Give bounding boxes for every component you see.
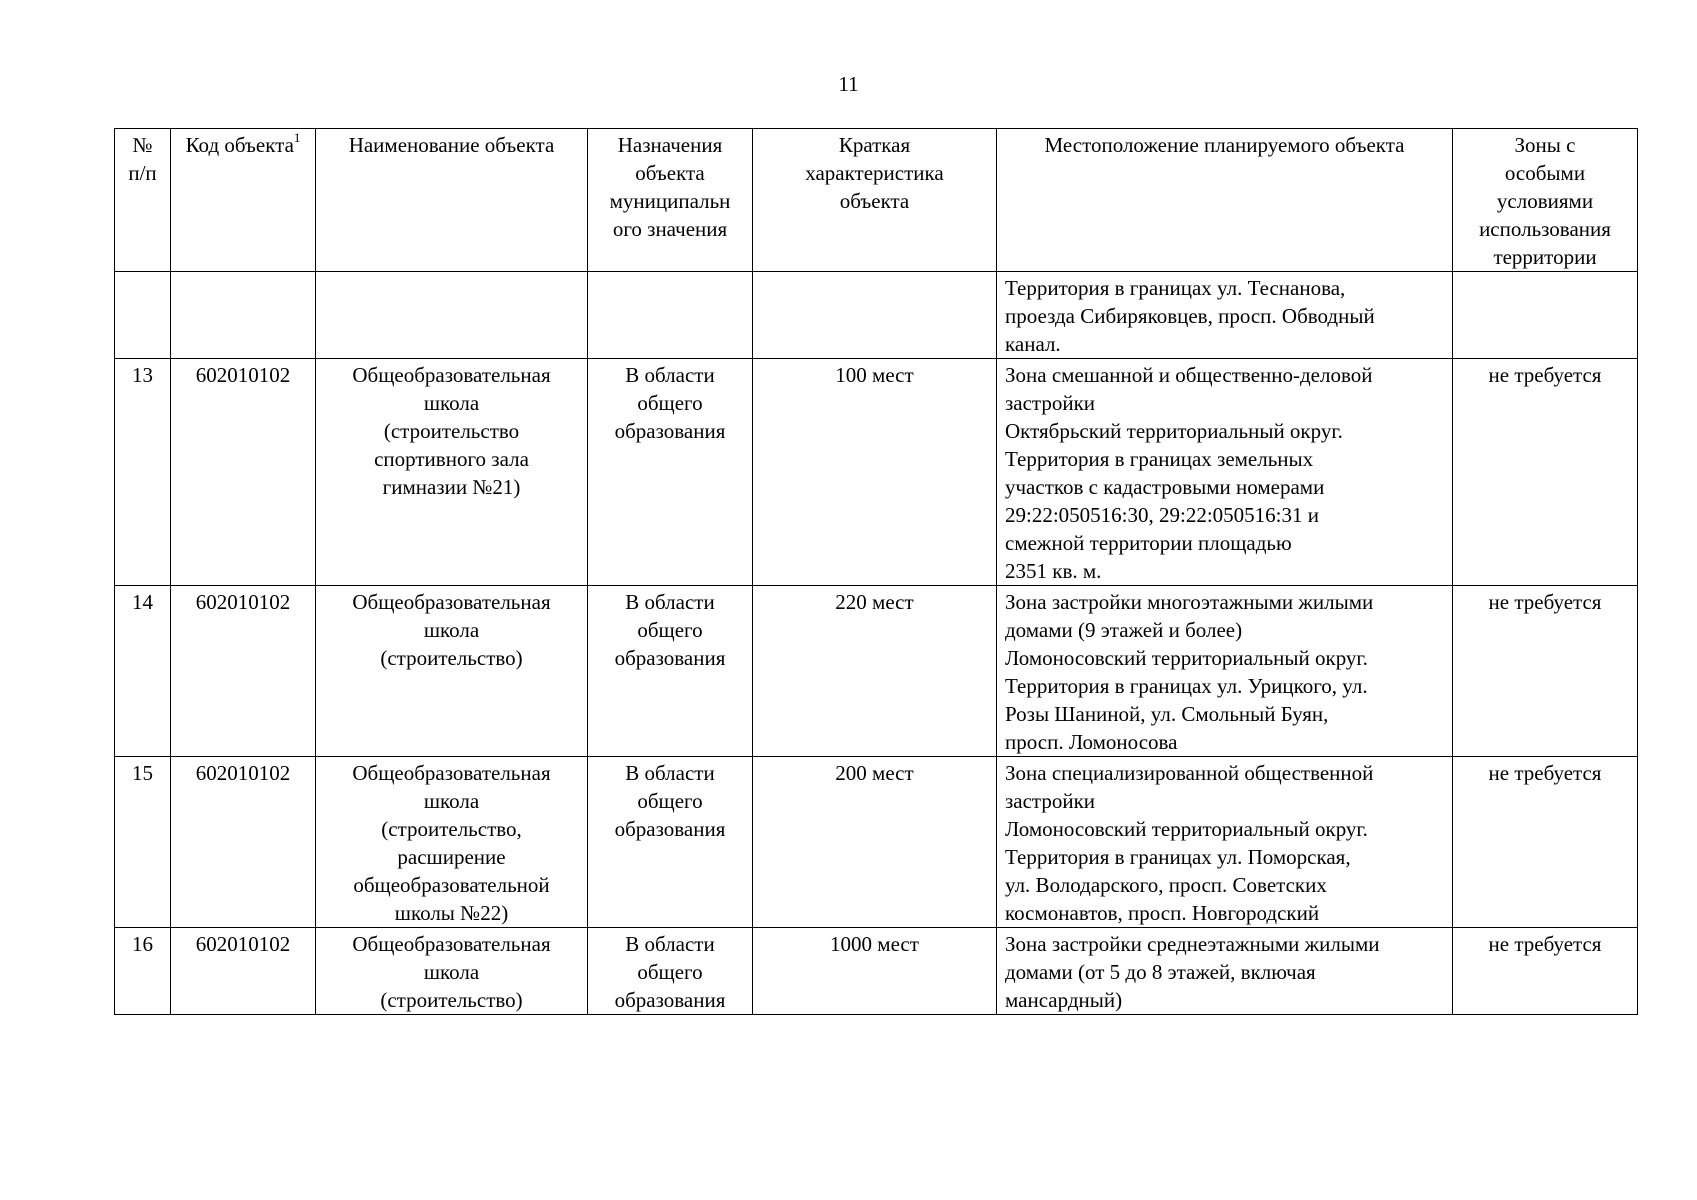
location-line: Ломоносовский территориальный округ. [1005,646,1368,670]
name-line: общеобразовательной [353,873,550,897]
name-line: (строительство, [381,817,522,841]
header-characteristic [753,129,997,272]
table-row [115,359,1638,586]
name-line: школы №22) [394,901,509,925]
header-zones-line: использования [1479,217,1611,241]
cell-number: 16 [115,928,171,1015]
name-line: школа [423,391,480,415]
cell-characteristic [753,272,997,359]
header-object-code [171,129,316,272]
cell-name [316,586,588,757]
header-purpose-line: муниципальн [609,189,731,213]
header-object-name [316,129,588,272]
header-location [997,129,1453,272]
name-line: школа [423,960,480,984]
cell-name [316,757,588,928]
name-line: (строительство) [380,988,523,1012]
table-row [115,928,1638,1015]
cell-characteristic: 200 мест [753,757,997,928]
location-line: застройки [1005,391,1096,415]
name-line: школа [423,789,480,813]
location-line: просп. Ломоносова [1005,730,1178,754]
location-line: 29:22:050516:30, 29:22:050516:31 и [1005,503,1319,527]
cell-number: 15 [115,757,171,928]
purpose-line: общего [637,789,703,813]
purpose-line: общего [637,618,703,642]
footnote-marker: 1 [293,130,301,145]
purpose-line: образования [614,988,726,1012]
location-line: 2351 кв. м. [1005,559,1102,583]
header-zones-line: территории [1493,245,1597,269]
name-line: (строительство [383,419,520,443]
header-zones-line: условиями [1496,189,1594,213]
location-line: проезда Сибиряковцев, просп. Обводный [1005,304,1375,328]
location-line: Территория в границах ул. Урицкого, ул. [1005,674,1368,698]
location-line: Розы Шаниной, ул. Смольный Буян, [1005,702,1329,726]
location-line: участков с кадастровыми номерами [1005,475,1325,499]
cell-location [997,586,1453,757]
cell-number: 14 [115,586,171,757]
cell-characteristic: 100 мест [753,359,997,586]
continuation-row [115,272,1638,359]
purpose-line: образования [614,646,726,670]
cell-code: 602010102 [171,928,316,1015]
purpose-line: образования [614,419,726,443]
name-line: гимназии №21) [382,475,521,499]
header-object-code-label: Код объекта [185,133,294,157]
purpose-line: В области [625,590,715,614]
location-line: космонавтов, просп. Новгородский [1005,901,1320,925]
cell-code [171,272,316,359]
planned-objects-table [114,128,1638,1015]
header-characteristic-line: объекта [839,189,910,213]
cell-characteristic: 1000 мест [753,928,997,1015]
name-line: школа [423,618,480,642]
header-zones-line: Зоны с [1514,133,1576,157]
header-purpose-line: ого значения [612,217,728,241]
cell-code: 602010102 [171,757,316,928]
header-purpose-line: Назначения [617,133,723,157]
cell-number: 13 [115,359,171,586]
cell-purpose [588,359,753,586]
location-line: застройки [1005,789,1096,813]
location-line: Ломоносовский территориальный округ. [1005,817,1368,841]
table-row [115,757,1638,928]
cell-zones: не требуется [1453,586,1638,757]
cell-name [316,272,588,359]
name-line: Общеобразовательная [352,932,551,956]
table-row [115,586,1638,757]
cell-location [997,359,1453,586]
page-number: 11 [838,72,859,96]
cell-name [316,928,588,1015]
cell-code: 602010102 [171,359,316,586]
cell-number [115,272,171,359]
header-purpose [588,129,753,272]
cell-location [997,272,1453,359]
cell-purpose [588,928,753,1015]
cell-zones [1453,272,1638,359]
cell-zones: не требуется [1453,359,1638,586]
cell-location [997,928,1453,1015]
header-object-name-label: Наименование объекта [348,133,555,157]
name-line: Общеобразовательная [352,590,551,614]
location-line: домами (9 этажей и более) [1005,618,1243,642]
cell-zones: не требуется [1453,757,1638,928]
header-number [115,129,171,272]
purpose-line: общего [637,391,703,415]
location-line: Зона специализированной общественной [1005,761,1374,785]
location-line: ул. Володарского, просп. Советских [1005,873,1327,897]
cell-purpose [588,757,753,928]
name-line: расширение [397,845,506,869]
location-line: мансардный) [1005,988,1123,1012]
cell-zones: не требуется [1453,928,1638,1015]
cell-code: 602010102 [171,586,316,757]
header-characteristic-line: характеристика [805,161,944,185]
header-purpose-line: объекта [635,161,705,185]
cell-purpose [588,272,753,359]
name-line: Общеобразовательная [352,363,551,387]
location-line: Октябрьский территориальный округ. [1005,419,1343,443]
header-zones [1453,129,1638,272]
cell-name [316,359,588,586]
location-line: домами (от 5 до 8 этажей, включая [1005,960,1316,984]
name-line: спортивного зала [374,447,529,471]
cell-location [997,757,1453,928]
location-line: смежной территории площадью [1005,531,1292,555]
location-line: Территория в границах земельных [1005,447,1314,471]
location-line: Зона застройки среднеэтажными жилыми [1005,932,1380,956]
purpose-line: В области [625,932,715,956]
purpose-line: В области [625,363,715,387]
name-line: (строительство) [380,646,523,670]
purpose-line: образования [614,817,726,841]
cell-characteristic: 220 мест [753,586,997,757]
name-line: Общеобразовательная [352,761,551,785]
location-line: Территория в границах ул. Теснанова, [1005,276,1346,300]
location-line: Зона смешанной и общественно-деловой [1005,363,1373,387]
header-zones-line: особыми [1504,161,1586,185]
header-location-label: Местоположение планируемого объекта [1044,133,1405,157]
location-line: канал. [1005,332,1061,356]
header-number-line: № [132,133,153,157]
purpose-line: общего [637,960,703,984]
table-header-row [115,129,1638,272]
cell-purpose [588,586,753,757]
header-characteristic-line: Краткая [838,133,911,157]
header-number-line: п/п [128,161,157,185]
purpose-line: В области [625,761,715,785]
location-line: Территория в границах ул. Поморская, [1005,845,1351,869]
location-line: Зона застройки многоэтажными жилыми [1005,590,1374,614]
